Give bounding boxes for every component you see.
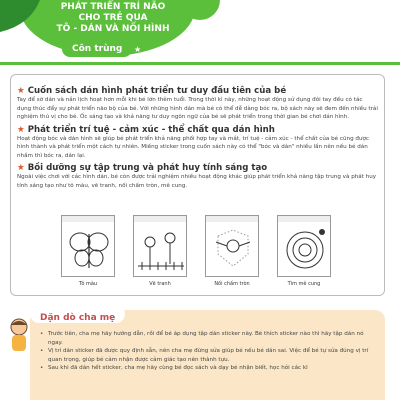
topic-badge: Côn trùng <box>62 41 132 57</box>
series-title-line: CHO TRẺ QUA <box>78 13 148 23</box>
butterfly-icon <box>64 224 114 274</box>
note-item: • Trước tiên, cha mẹ hãy hướng dẫn, rồi để bé áp dụng tập dán sticker này. Bé thích sticker nào thì hãy tập dán nó ngay. <box>40 330 375 347</box>
note-item: • Sau khi đã dán hết sticker, cha mẹ hãy cùng bé đọc sách và dạy bé nhận biết, học hỏi các kĩ <box>40 364 375 373</box>
activity-cards <box>61 215 341 287</box>
activity-caption: Nối chấm tròn <box>214 281 250 287</box>
dot-to-dot-icon <box>208 224 258 274</box>
parents-note <box>30 310 385 400</box>
series-title <box>48 2 178 35</box>
section-title: Phát triển trí tuệ - cảm xúc - thể chất qua dán hình <box>27 124 275 135</box>
activity-caption: Tìm mê cung <box>287 281 321 287</box>
section-body: Tay để sờ dán và nắn lịch hoạt hơn mỗi khi bé lớn thêm tuổi. Trong thời kì này, những hoạt động sử dụng đôi tay đều có tác dụng thúc đẩy sự phát triển não bộ của bé. Với những hình dán mà bé có thể dễ dàng bóc ra, bộ sách này sẽ đem đến nhiều trải nghiệm thú vị cho bé. Ốc sáng tạo và khả năng tư duy ngôn ngữ của bé sẽ phát triển trong thời gian bé chơi dán hình. <box>17 97 378 120</box>
note-title-tab <box>30 305 125 323</box>
note-item: • Vị trí dán sticker đã được quy định sẵn, nên cha mẹ đừng sửa giúp bé nếu bé dán sai. Việc để bé tự sửa đúng vị trí quan trọng, giúp bé cảm nhận được cảm giác tạo nên thành tựu. <box>40 347 375 364</box>
section-body: Ngoài việc chơi với các hình dán, bé còn được trải nghiệm nhiều hoạt động khác giúp phát triển khả năng tập trung và phát huy tính sáng tạo như tô màu, vẽ tranh, nối chấm tròn, mê cung. <box>17 174 377 189</box>
star-icon: ★ <box>134 45 142 54</box>
section-heading <box>17 86 378 96</box>
star-bullet-icon: ★ <box>17 124 25 135</box>
activity-caption: Vẽ tranh <box>149 281 171 287</box>
header-banner <box>0 0 400 66</box>
flowers-icon <box>136 224 186 274</box>
star-bullet-icon: ★ <box>17 86 25 96</box>
section-title: Bồi dưỡng sự tập trung và phát huy tính sáng tạo <box>27 163 268 173</box>
series-title-line: PHÁT TRIỂN TRÍ NÃO <box>60 2 166 12</box>
header-divider <box>0 62 400 65</box>
section-title: Cuốn sách dán hình phát triển tư duy đầu tiên của bé <box>27 86 287 96</box>
note-title: Dặn dò cha mẹ <box>40 313 116 323</box>
section-heading <box>17 163 378 173</box>
activity-card-maze <box>277 215 331 277</box>
child-icon <box>6 317 32 353</box>
section-body: Hoạt động bóc và dán hình sẽ giúp bé phát triển khả năng phối hợp tay và mắt, trí tuệ - cảm xúc - thể chất của bé cũng được hình thành và phát triển một cách tự nhiên. Miếng sticker trong cuốn sách này có thể "bóc và dán" nhiều lần nên nếu bé dán nhầm thì bóc ra, dán lại. <box>17 135 369 159</box>
section-heading <box>17 125 378 135</box>
activity-card-dots <box>205 215 259 277</box>
maze-icon <box>280 224 330 274</box>
series-title-line: TÔ - DÁN VÀ NỐI HÌNH <box>56 24 170 34</box>
star-icon: ★ <box>52 45 60 54</box>
activity-caption: Tô màu <box>78 281 98 287</box>
star-bullet-icon: ★ <box>17 163 25 173</box>
activity-card-drawing <box>133 215 187 277</box>
info-box <box>10 74 385 296</box>
activity-card-coloring <box>61 215 115 277</box>
